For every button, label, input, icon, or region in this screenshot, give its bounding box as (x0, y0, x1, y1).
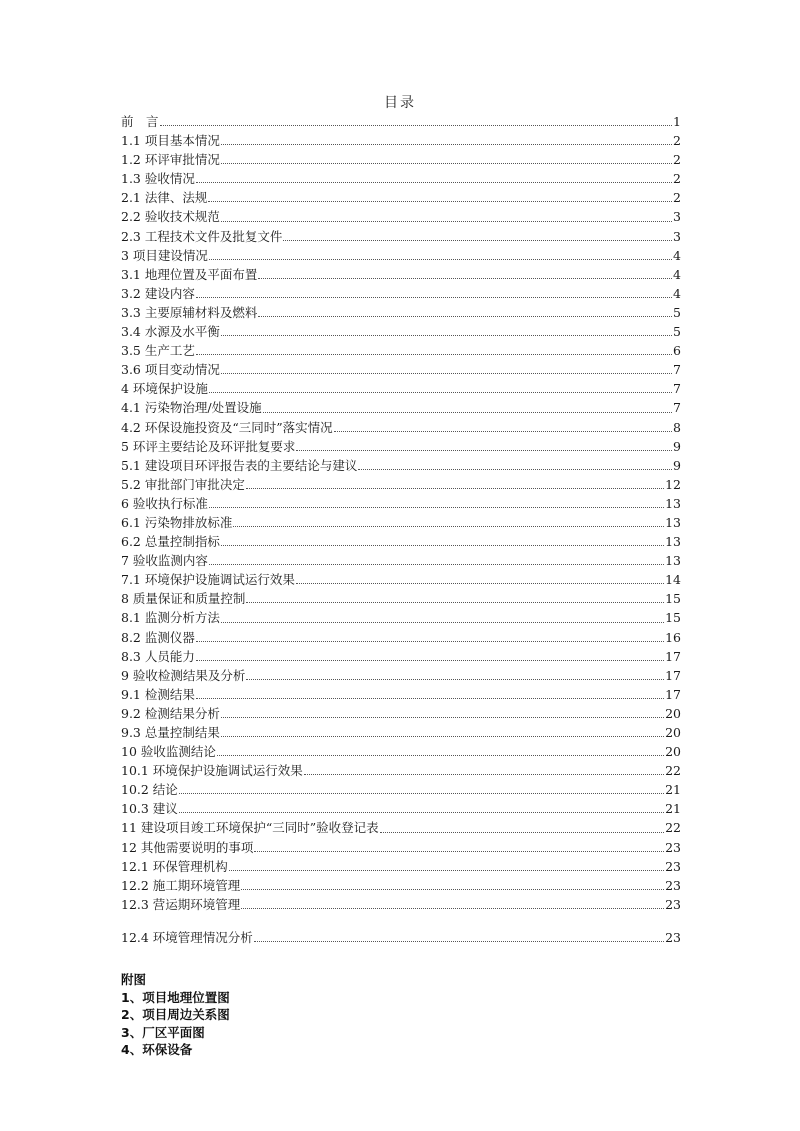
dot-leader (209, 392, 672, 393)
dot-leader (221, 144, 672, 145)
toc-entry[interactable] (121, 570, 681, 589)
dot-leader (208, 201, 672, 202)
toc-entry[interactable] (121, 647, 681, 666)
toc-entry[interactable] (121, 322, 681, 341)
toc-entry-label: 3.3 主要原辅材料及燃料 (121, 304, 258, 320)
toc-entry-page: 21 (665, 801, 681, 817)
dot-leader (221, 622, 664, 623)
appendix-item: 1、项目地理位置图 (121, 989, 230, 1005)
dot-leader (258, 316, 672, 317)
appendix-item: 4、环保设备 (121, 1042, 193, 1058)
toc-entry-label: 7 验收监测内容 (121, 553, 208, 569)
toc-entry[interactable] (121, 513, 681, 532)
toc-entry-page: 22 (665, 763, 681, 779)
toc-entry[interactable] (121, 799, 681, 818)
appendix-item: 2、项目周边关系图 (121, 1007, 230, 1023)
toc-entry-page: 20 (665, 744, 681, 760)
toc-entry[interactable] (121, 475, 681, 494)
toc-entry-page: 8 (673, 419, 681, 435)
toc-entry-label: 3.4 水源及水平衡 (121, 324, 220, 340)
toc-entry-page: 3 (673, 209, 681, 225)
toc-entry[interactable] (121, 227, 681, 246)
toc-entry-page: 16 (665, 629, 681, 645)
toc-entry[interactable] (121, 437, 681, 456)
toc-entry[interactable] (121, 876, 681, 895)
toc-entry-label: 2.3 工程技术文件及批复文件 (121, 228, 283, 244)
toc-entry-label: 10 验收监测结论 (121, 744, 216, 760)
toc-entry-label: 10.1 环境保护设施调试运行效果 (121, 763, 303, 779)
toc-entry[interactable] (121, 685, 681, 704)
toc-entry-label: 3.1 地理位置及平面布置 (121, 266, 258, 282)
toc-entry[interactable] (121, 704, 681, 723)
toc-entry-page: 9 (673, 438, 681, 454)
dot-leader (209, 564, 664, 565)
toc-entry[interactable] (121, 303, 681, 322)
toc-entry-page: 4 (673, 285, 681, 301)
toc-entry-page: 13 (665, 514, 681, 530)
toc-entry[interactable] (121, 857, 681, 876)
dot-leader (209, 507, 664, 508)
dot-leader (229, 870, 664, 871)
dot-leader (246, 488, 664, 489)
toc-entry[interactable] (121, 418, 681, 437)
toc-entry[interactable] (121, 265, 681, 284)
toc-entry-label: 11 建设项目竣工环境保护“三同时”验收登记表 (121, 820, 379, 836)
dot-leader (221, 335, 672, 336)
toc-entry[interactable] (121, 456, 681, 475)
toc-entry-page: 7 (673, 362, 681, 378)
toc-entry-page: 23 (665, 877, 681, 893)
toc-entry[interactable] (121, 131, 681, 150)
dot-leader (221, 717, 664, 718)
toc-entry-label: 9 验收检测结果及分析 (121, 667, 246, 683)
toc-entry[interactable] (121, 341, 681, 360)
toc-entry-label: 8.3 人员能力 (121, 648, 195, 664)
toc-entry-page: 2 (673, 152, 681, 168)
toc-entry-page: 2 (673, 133, 681, 149)
toc-entry-page: 1 (673, 114, 681, 129)
toc-entry-page: 2 (673, 171, 681, 187)
toc-entry-label: 3.5 生产工艺 (121, 343, 195, 359)
dot-leader (246, 679, 664, 680)
dot-leader (263, 412, 672, 413)
toc-entry-page: 2 (673, 190, 681, 206)
dot-leader (296, 450, 672, 451)
toc-entry-page: 13 (665, 553, 681, 569)
dot-leader (254, 941, 664, 942)
toc-entry-page: 22 (665, 820, 681, 836)
dot-leader (179, 812, 664, 813)
toc-entry-label: 5 环评主要结论及环评批复要求 (121, 438, 296, 454)
toc-entry-label: 8.1 监测分析方法 (121, 610, 220, 626)
toc-entry-page: 23 (665, 858, 681, 874)
toc-entry-label: 1.2 环评审批情况 (121, 152, 220, 168)
dot-leader (380, 832, 664, 833)
dot-leader (209, 259, 672, 260)
toc-entry[interactable] (121, 742, 681, 761)
toc-entry[interactable] (121, 895, 681, 914)
dot-leader (179, 793, 664, 794)
toc-entry[interactable] (121, 169, 681, 188)
toc-entry-page: 21 (665, 782, 681, 798)
toc-entry-page: 17 (665, 648, 681, 664)
appendix-heading: 附图 (121, 972, 147, 987)
dot-leader (221, 545, 664, 546)
toc-entry[interactable] (121, 284, 681, 303)
toc-entry-label: 6 验收执行标准 (121, 495, 208, 511)
dot-leader (296, 583, 664, 584)
toc-entry-label: 9.2 检测结果分析 (121, 705, 220, 721)
toc-entry-label: 前 言 (121, 114, 159, 129)
toc-entry-label: 4.2 环保设施投资及“三同时”落实情况 (121, 419, 333, 435)
toc-entry-page: 5 (673, 304, 681, 320)
toc-entry-label: 6.1 污染物排放标准 (121, 514, 233, 530)
dot-leader (283, 240, 672, 241)
dot-leader (196, 660, 664, 661)
toc-entry[interactable] (121, 818, 681, 837)
toc-entry-label: 2.1 法律、法规 (121, 190, 208, 206)
toc-entry-page: 13 (665, 534, 681, 550)
toc-entry-page: 20 (665, 725, 681, 740)
dot-leader (196, 182, 672, 183)
toc-entry-label: 3.2 建设内容 (121, 285, 195, 301)
toc-entry[interactable] (121, 723, 681, 742)
toc-entry-label: 12.2 施工期环境管理 (121, 877, 241, 893)
dot-leader (246, 602, 664, 603)
toc-entry-label: 8 质量保证和质量控制 (121, 591, 246, 607)
dot-leader (258, 278, 672, 279)
table-of-contents (121, 112, 681, 947)
dot-leader (334, 431, 672, 432)
toc-entry-page: 12 (665, 476, 681, 492)
toc-entry-label: 4 环境保护设施 (121, 381, 208, 397)
toc-entry-page: 20 (665, 705, 681, 721)
toc-entry-label: 12 其他需要说明的事项 (121, 839, 254, 855)
toc-entry[interactable] (121, 398, 681, 417)
toc-entry-page: 3 (673, 228, 681, 244)
dot-leader (160, 125, 673, 126)
toc-entry-page: 6 (673, 343, 681, 359)
toc-entry-label: 1.1 项目基本情况 (121, 133, 220, 149)
appendix-figures (121, 971, 230, 1059)
toc-entry-label: 9.1 检测结果 (121, 686, 195, 702)
dot-leader (221, 736, 664, 737)
toc-entry-page: 7 (673, 400, 681, 416)
dot-leader (233, 526, 664, 527)
toc-entry-page: 23 (665, 896, 681, 912)
toc-entry-label: 6.2 总量控制指标 (121, 534, 220, 550)
toc-title: 目录 (384, 95, 416, 111)
dot-leader (358, 469, 672, 470)
toc-entry-page: 23 (665, 929, 681, 945)
toc-entry[interactable] (121, 838, 681, 857)
dot-leader (221, 221, 672, 222)
toc-entry-label: 3.6 项目变动情况 (121, 362, 220, 378)
toc-entry[interactable] (121, 628, 681, 647)
toc-entry[interactable] (121, 112, 681, 131)
toc-entry-label: 1.3 验收情况 (121, 171, 195, 187)
toc-entry[interactable] (121, 494, 681, 513)
toc-entry-label: 3 项目建设情况 (121, 247, 208, 263)
toc-entry[interactable] (121, 188, 681, 207)
dot-leader (196, 354, 672, 355)
dot-leader (196, 297, 672, 298)
toc-entry-label: 7.1 环境保护设施调试运行效果 (121, 572, 295, 588)
toc-entry-page: 5 (673, 324, 681, 340)
toc-entry[interactable] (121, 589, 681, 608)
toc-entry[interactable] (121, 379, 681, 398)
toc-entry-label: 5.2 审批部门审批决定 (121, 476, 245, 492)
dot-leader (196, 698, 664, 699)
toc-entry-page: 17 (665, 667, 681, 683)
toc-entry-page: 15 (665, 591, 681, 607)
toc-entry-page: 13 (665, 495, 681, 511)
toc-entry[interactable] (121, 666, 681, 685)
toc-entry-page: 14 (665, 572, 681, 588)
toc-entry-page: 7 (673, 381, 681, 397)
toc-entry-label: 5.1 建设项目环评报告表的主要结论与建议 (121, 457, 358, 473)
dot-leader (254, 851, 664, 852)
dot-leader (221, 163, 672, 164)
toc-entry-page: 15 (665, 610, 681, 626)
toc-entry-label: 4.1 污染物治理/处置设施 (121, 400, 262, 416)
toc-entry-label: 12.1 环保管理机构 (121, 858, 228, 874)
toc-entry[interactable] (121, 780, 681, 799)
toc-entry-label: 12.4 环境管理情况分析 (121, 929, 253, 945)
toc-entry-page: 17 (665, 686, 681, 702)
toc-entry-label: 2.2 验收技术规范 (121, 209, 220, 225)
dot-leader (241, 908, 664, 909)
toc-entry-label: 8.2 监测仪器 (121, 629, 195, 645)
toc-entry[interactable] (121, 246, 681, 265)
toc-entry[interactable] (121, 360, 681, 379)
dot-leader (221, 373, 672, 374)
dot-leader (241, 889, 664, 890)
toc-entry-label: 9.3 总量控制结果 (121, 725, 220, 740)
toc-entry[interactable] (121, 532, 681, 551)
toc-entry-page: 4 (673, 266, 681, 282)
dot-leader (217, 755, 664, 756)
dot-leader (196, 641, 664, 642)
toc-entry-label: 10.2 结论 (121, 782, 178, 798)
toc-entry-page: 9 (673, 457, 681, 473)
toc-entry[interactable] (121, 551, 681, 570)
dot-leader (304, 774, 664, 775)
appendix-item: 3、厂区平面图 (121, 1024, 205, 1040)
toc-entry[interactable] (121, 207, 681, 226)
toc-entry-label: 12.3 营运期环境管理 (121, 896, 241, 912)
toc-entry-page: 4 (673, 247, 681, 263)
toc-entry[interactable] (121, 761, 681, 780)
toc-entry[interactable] (121, 928, 681, 947)
toc-entry-page: 23 (665, 839, 681, 855)
toc-entry[interactable] (121, 150, 681, 169)
toc-entry[interactable] (121, 608, 681, 627)
toc-entry-label: 10.3 建议 (121, 801, 178, 817)
